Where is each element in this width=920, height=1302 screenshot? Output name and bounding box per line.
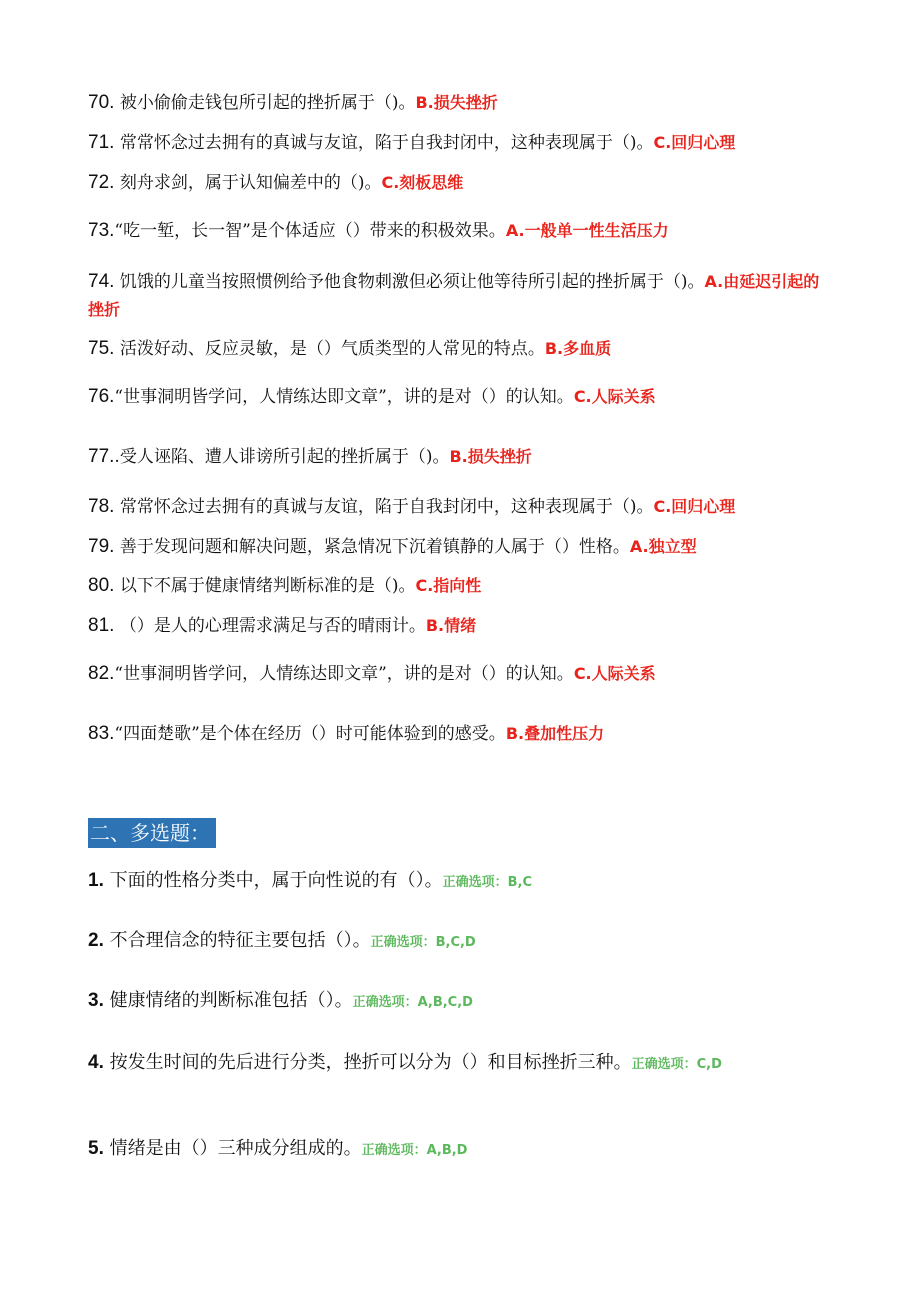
question-text: “吃一堑，长一智”是个体适应（）带来的积极效果。 [114,221,506,241]
question-number: 4. [88,1052,104,1073]
question-text: 以下不属于健康情绪判断标准的是（)。 [119,576,416,596]
question-73 [88,218,669,244]
question-text: 情绪是由（）三种成分组成的。 [109,1138,362,1159]
question-83 [88,721,604,747]
question-text: 按发生时间的先后进行分类，挫折可以分为（）和目标挫折三种。 [109,1052,632,1073]
answer: 正确选项：C,D [631,1057,722,1072]
question-number: 82. [88,663,115,684]
multi-question-2 [88,926,476,958]
question-number: 71. [88,132,115,153]
answer: 正确选项：B,C,D [370,935,476,950]
question-text: “世事洞明皆学问，人情练达即文章”，讲的是对（）的认知。 [114,387,574,407]
question-76 [88,384,656,410]
question-text: 活泼好动、反应灵敏，是（）气质类型的人常见的特点。 [119,339,545,359]
question-number: 1. [88,870,104,891]
question-72 [88,170,463,196]
answer: C.回归心理 [653,133,736,152]
answer: C.刻板思维 [381,173,464,192]
question-text: “世事洞明皆学问，人情练达即文章”，讲的是对（）的认知。 [114,664,574,684]
question-number: 73. [88,220,115,241]
question-77 [88,444,532,470]
multi-question-3 [88,986,473,1018]
question-78 [88,494,735,520]
question-number: 75. [88,338,115,359]
question-number: 78. [88,496,115,517]
question-number: 5. [88,1138,104,1159]
question-81 [88,613,476,639]
answer: B.损失挫折 [415,93,498,112]
question-number: 72. [88,172,115,193]
question-text: 被小偷偷走钱包所引起的挫折属于（)。 [119,93,416,113]
question-text: 善于发现问题和解决问题，紧急情况下沉着镇静的人属于（）性格。 [119,537,630,557]
question-text: 常常怀念过去拥有的真诚与友谊，陷于自我封闭中，这种表现属于（)。 [119,497,654,517]
multi-question-4 [88,1040,808,1088]
question-text: .受人诬陷、遭人诽谤所引起的挫折属于（)。 [114,447,450,467]
question-number: 77. [88,446,115,467]
answer: B.叠加性压力 [505,724,605,743]
question-number: 79. [88,536,115,557]
question-number: 81. [88,615,115,636]
question-text: （）是人的心理需求满足与否的晴雨计。 [119,616,426,636]
question-number: 2. [88,930,104,951]
answer: 正确选项：B,C [442,875,532,890]
question-number: 74. [88,271,115,292]
answer: C.指向性 [415,576,482,595]
question-number: 3. [88,990,104,1011]
question-74 [88,268,820,324]
answer: B.损失挫折 [449,447,532,466]
answer: C.人际关系 [573,387,656,406]
answer: 正确选项：A,B,C,D [352,995,473,1010]
multi-question-1 [88,866,532,898]
question-79 [88,534,697,560]
question-text: 下面的性格分类中，属于向性说的有（）。 [109,870,443,891]
question-text: 健康情绪的判断标准包括（）。 [109,990,353,1011]
answer: C.回归心理 [653,497,736,516]
question-75 [88,336,611,362]
question-text: “四面楚歌”是个体在经历（）时可能体验到的感受。 [114,724,506,744]
question-number: 70. [88,92,115,113]
multi-question-5 [88,1134,467,1166]
answer: C.人际关系 [573,664,656,683]
answer: A.由延迟引起的挫折 [88,272,820,319]
answer: B.情绪 [425,616,477,635]
question-71 [88,130,735,156]
answer: A.一般单一性生活压力 [505,221,669,240]
question-number: 80. [88,575,115,596]
question-82 [88,661,656,687]
question-text: 刻舟求剑，属于认知偏差中的（)。 [119,173,382,193]
question-80 [88,573,481,599]
section-heading-multi-choice: 二、多选题： [88,818,216,848]
question-number: 76. [88,386,115,407]
answer: B.多血质 [544,339,612,358]
question-text: 不合理信念的特征主要包括（）。 [109,930,371,951]
question-70 [88,90,498,116]
question-text: 饥饿的儿童当按照惯例给予他食物刺激但必须让他等待所引起的挫折属于（)。 [119,272,705,292]
answer: 正确选项：A,B,D [361,1143,468,1158]
question-text: 常常怀念过去拥有的真诚与友谊，陷于自我封闭中，这种表现属于（)。 [119,133,654,153]
question-number: 83. [88,723,115,744]
answer: A.独立型 [629,537,697,556]
